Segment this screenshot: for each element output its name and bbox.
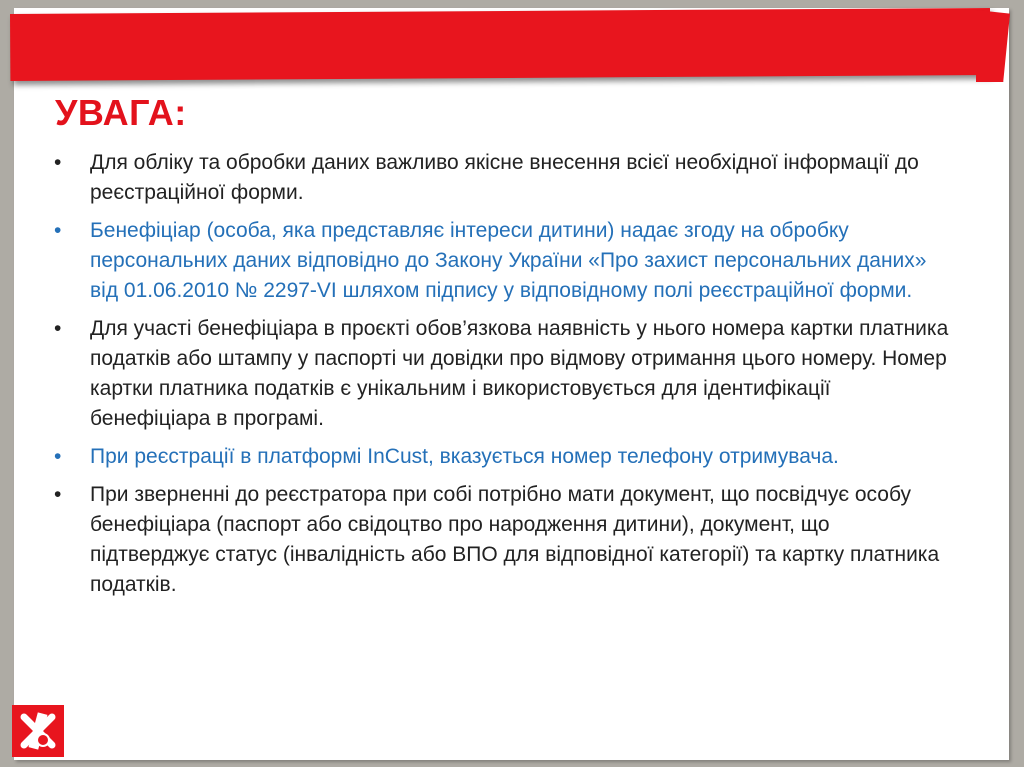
- bullet-item-3: [50, 314, 950, 434]
- bullet-marker: •: [54, 483, 62, 506]
- bullet-text: Бенефіціар (особа, яка представляє інтереси дитини) надає згоду на обробку персональних даних відповідно до Закону України «Про захист персональних даних» від 01.06.2010 № 2297-VI шляхом підпису у відповідному полі реєстраційної форми.: [90, 219, 927, 302]
- bullet-item-5: [50, 480, 950, 600]
- bullet-item-1: [50, 148, 950, 208]
- bullet-marker: •: [54, 151, 62, 174]
- bullet-text: Для участі бенефіціара в проєкті обов’язкова наявність у нього номера картки платника податків або штампу у паспорті чи довідки про відмову отримання цього номеру. Номер картки платника податків є унікальним і використовується для ідентифікації бенефіціара в програмі.: [90, 317, 949, 430]
- bullet-marker: •: [54, 317, 62, 340]
- bullet-marker: •: [54, 445, 62, 468]
- red-cross-emblem-icon: [10, 703, 66, 759]
- bullet-list: [50, 148, 950, 608]
- bullet-text: Для обліку та обробки даних важливо якісне внесення всієї необхідної інформації до реєстраційної форми.: [90, 151, 919, 204]
- bullet-item-4: [50, 442, 950, 472]
- bullet-text: При зверненні до реєстратора при собі потрібно мати документ, що посвідчує особу бенефіціара (паспорт або свідоцтво про народження дитини), документ, що підтверджує статус (інвалідність або ВПО для відповідної категорії) та картку платника податків.: [90, 483, 940, 596]
- slide-title: УВАГА:: [55, 92, 187, 133]
- bullet-text: При реєстрації в платформі InCust, вказується номер телефону отримувача.: [90, 445, 839, 468]
- bullet-marker: •: [54, 219, 62, 242]
- bullet-item-2: [50, 216, 950, 306]
- header-red-band: [10, 8, 990, 81]
